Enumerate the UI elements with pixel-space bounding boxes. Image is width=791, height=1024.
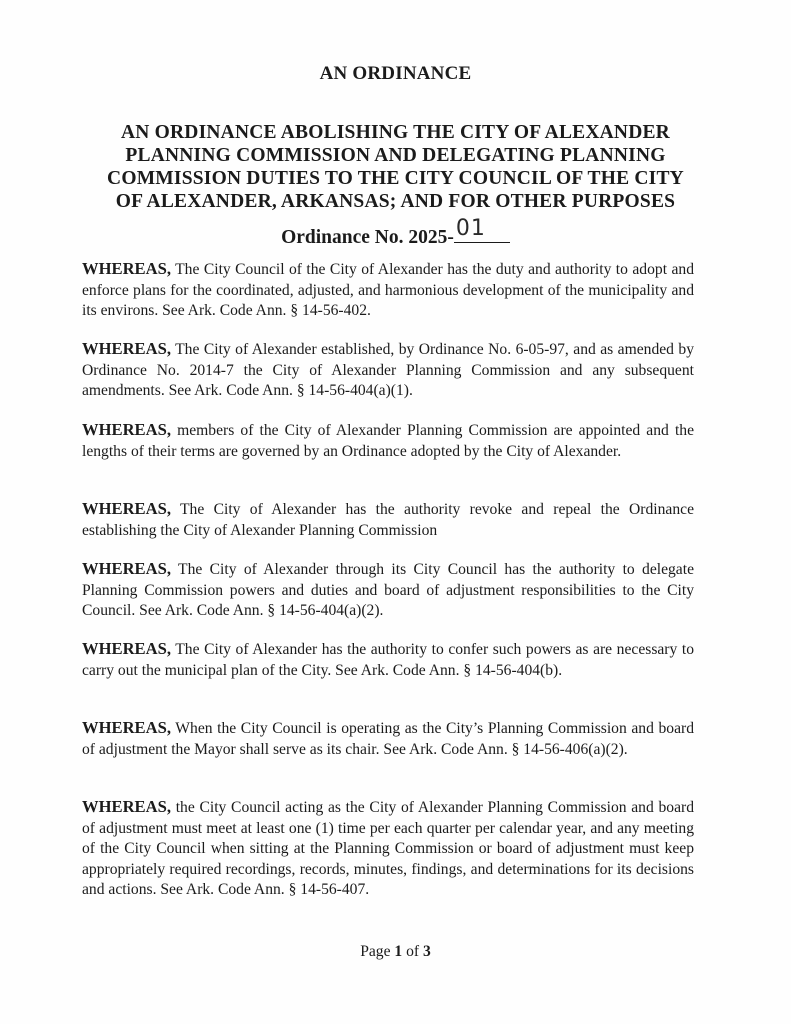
whereas-text: The City of Alexander through its City Council has the authority to delegate Planning Commission powers and duties and board of adjustment responsibilities to the City Council. See Ark. Code Ann. § 14-56-404(a)(2). — [82, 561, 694, 619]
whereas-text: The City of Alexander established, by Ordinance No. 6-05-97, and as amended by Ordinance No. 2014-7 the City of Alexander Planning Commission and any subsequent amendments. See Ark. Code Ann. § 14-56-404(a)(1). — [82, 341, 694, 399]
page-word: Page — [360, 943, 391, 960]
document-heading: AN ORDINANCE — [319, 63, 472, 84]
whereas-text: When the City Council is operating as the City’s Planning Commission and board of adjustment the Mayor shall serve as its chair. See Ark. Code Ann. § 14-56-406(a)(2). — [82, 720, 694, 758]
whereas-text: The City Council of the City of Alexander has the duty and authority to adopt and enforce plans for the coordinated, adjusted, and harmonious development of the municipality and its environs. See Ark. Code Ann. § 14-56-402. — [82, 261, 694, 319]
whereas-lead: WHEREAS, — [82, 420, 171, 439]
whereas-paragraph-7 — [82, 718, 694, 760]
whereas-lead: WHEREAS, — [82, 797, 171, 816]
ordinance-title-line-4: OF ALEXANDER, ARKANSAS; AND FOR OTHER PURPOSES — [115, 191, 676, 212]
whereas-lead: WHEREAS, — [82, 639, 171, 658]
ordinance-number-prefix: Ordinance No. 2025- — [281, 227, 454, 248]
whereas-text: the City Council acting as the City of Alexander Planning Commission and board of adjustment must meet at least one (1) time per each quarter per calendar year, and any meeting of the City Council when sitting at the Planning Commission or board of adjustment must keep appropriately required recordings, records, minutes, findings, and determinations for its decisions and actions. See Ark. Code Ann. § 14-56-407. — [82, 799, 694, 898]
whereas-lead: WHEREAS, — [82, 718, 171, 737]
whereas-paragraph-4 — [82, 499, 694, 541]
ordinance-title-line-1: AN ORDINANCE ABOLISHING THE CITY OF ALEXANDER — [121, 122, 670, 143]
whereas-paragraph-8 — [82, 797, 694, 901]
whereas-lead: WHEREAS, — [82, 259, 171, 278]
ordinance-title-line-3: COMMISSION DUTIES TO THE CITY COUNCIL OF THE CITY — [107, 168, 684, 189]
whereas-paragraph-2 — [82, 339, 694, 402]
whereas-lead: WHEREAS, — [82, 559, 171, 578]
whereas-text: members of the City of Alexander Planning Commission are appointed and the lengths of their terms are governed by an Ordinance adopted by the City of Alexander. — [82, 422, 694, 460]
current-page-number: 1 — [394, 943, 403, 960]
ordinance-number-blank — [454, 216, 510, 243]
page-footer — [0, 943, 791, 961]
whereas-text: The City of Alexander has the authority revoke and repeal the Ordinance establishing the City of Alexander Planning Commission — [82, 501, 694, 539]
whereas-paragraph-3 — [82, 420, 694, 462]
ordinance-number — [0, 216, 791, 249]
whereas-text: The City of Alexander has the authority to confer such powers as are necessary to carry out the municipal plan of the City. See Ark. Code Ann. § 14-56-404(b). — [82, 641, 694, 679]
ordinance-title-line-2: PLANNING COMMISSION AND DELEGATING PLANNING — [125, 145, 666, 166]
handwritten-number: 01 — [455, 216, 486, 241]
total-page-count: 3 — [423, 943, 431, 960]
of-word: of — [406, 943, 420, 960]
whereas-paragraph-6 — [82, 639, 694, 681]
whereas-lead: WHEREAS, — [82, 499, 171, 518]
whereas-lead: WHEREAS, — [82, 339, 171, 358]
whereas-paragraph-5 — [82, 559, 694, 622]
whereas-paragraph-1 — [82, 259, 694, 322]
